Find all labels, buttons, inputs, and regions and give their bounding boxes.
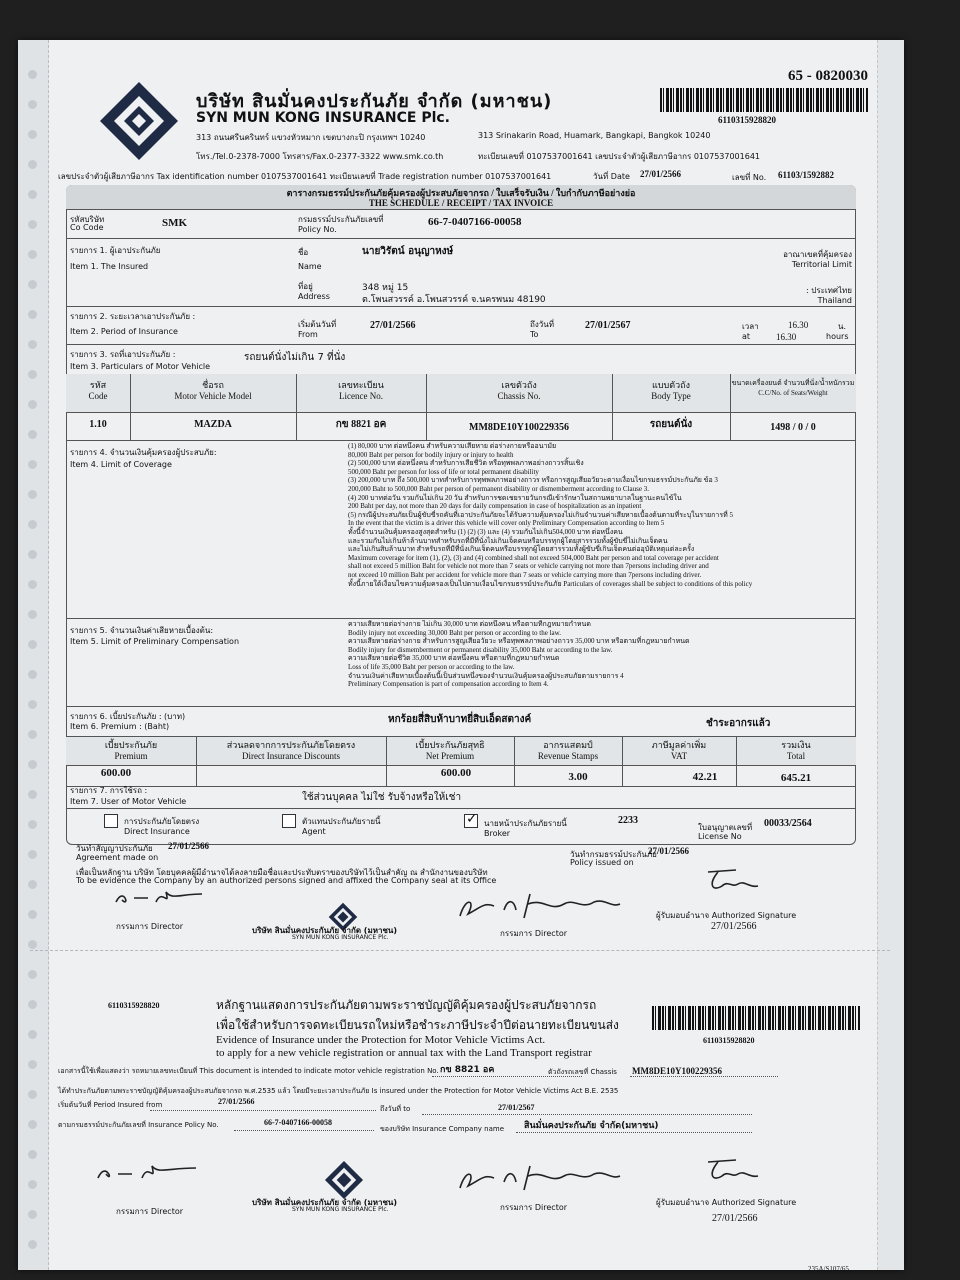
item3-label: รายการ 3. รถที่เอาประกันภัย : bbox=[70, 350, 176, 359]
vehicle-usage: ใช้ส่วนบุคคล ไม่ใช่ รับจ้างหรือให้เช่า bbox=[302, 792, 462, 803]
form-number: 65 - 0820030 bbox=[788, 68, 868, 84]
policy-issued-label: วันทำกรมธรรม์ประกันภัย bbox=[570, 850, 657, 859]
broker-label: นายหน้าประกันภัยรายนี้ bbox=[484, 819, 567, 828]
company-name-en: SYN MUN KONG INSURANCE Plc. bbox=[196, 110, 451, 126]
total-header: รวมเงิน Total bbox=[781, 740, 811, 761]
doc-no-label: เลขที่ No. bbox=[732, 173, 767, 182]
policy-issued-date: 27/01/2566 bbox=[648, 846, 690, 856]
evidence-director-label: กรรมการ Director bbox=[116, 1207, 184, 1216]
evidence-line2: ได้ทำประกันภัยตามพระราชบัญญัติคุ้มครองผู้ประสบภัยจากรถ พ.ศ.2535 แล้ว โดยมีระยะเวลาประกันภัย Is insured under the Protection for Motor Vehicle Victims Act B.E. 2535 bbox=[58, 1087, 619, 1095]
divider bbox=[66, 618, 856, 619]
policy-issued-label-en: Policy issued on bbox=[570, 858, 634, 867]
time-label-en: at bbox=[742, 332, 751, 341]
evidence-company-label: ของบริษัท Insurance Company name bbox=[380, 1125, 505, 1133]
vehicle-licence: กข 8821 อค bbox=[335, 419, 387, 430]
agent-checkbox[interactable] bbox=[282, 814, 296, 828]
time-value: 16.30 bbox=[788, 320, 809, 330]
tear-line bbox=[30, 950, 890, 951]
from-date: 27/01/2566 bbox=[370, 320, 416, 331]
evidence-to-date: 27/01/2567 bbox=[498, 1103, 535, 1112]
discount-header: ส่วนลดจากการประกันภัยโดยตรง Direct Insurance Discounts bbox=[226, 740, 356, 761]
vat-value: 42.21 bbox=[692, 771, 718, 783]
policy-number: 66-7-0407166-00058 bbox=[428, 216, 522, 228]
from-label: เริ่มต้นวันที่ bbox=[298, 320, 337, 329]
to-date: 27/01/2567 bbox=[585, 320, 631, 331]
item4-label: รายการ 4. จำนวนเงินคุ้มครองผู้ประสบภัย: bbox=[70, 448, 217, 457]
date-label: วันที่ Date bbox=[593, 172, 630, 181]
territory-value: : ประเทศไทย bbox=[806, 286, 852, 295]
smk-logo-icon bbox=[98, 80, 180, 162]
vehicle-header-model: ชื่อรถ Motor Vehicle Model bbox=[174, 380, 252, 401]
evidence-company: สินมั่นคงประกันภัย จำกัด(มหาชน) bbox=[524, 1121, 659, 1131]
divider bbox=[66, 344, 856, 345]
schedule-title-en: THE SCHEDULE / RECEIPT / TAX INVOICE bbox=[368, 198, 554, 208]
doc-no-value: 61103/1592882 bbox=[778, 170, 835, 180]
address-label-en: Address bbox=[298, 292, 330, 301]
evidence-policy-label: ตามกรมธรรม์ประกันภัยเลขที่ Insurance Policy No. bbox=[58, 1121, 219, 1129]
name-label-en: Name bbox=[298, 262, 322, 271]
company-address-th: 313 ถนนศรีนครินทร์ แขวงหัวหมาก เขตบางกะปิ กรุงเทพฯ 10240 bbox=[196, 133, 426, 142]
co-code-label: รหัสบริษัท bbox=[70, 215, 105, 224]
vehicle-header-chassis: เลขตัวถัง Chassis No. bbox=[497, 380, 541, 401]
agreement-label-en: Agreement made on bbox=[76, 853, 159, 862]
checkmark-icon: ✓ bbox=[466, 811, 478, 827]
company-contact: โทร./Tel.0-2378-7000 โทรสาร/Fax.0-2377-3322 www.smk.co.th bbox=[196, 152, 444, 161]
form-code: 235A/S107/65 bbox=[808, 1265, 849, 1273]
to-label: ถึงวันที่ bbox=[530, 320, 554, 329]
evidence-from-date: 27/01/2566 bbox=[218, 1097, 255, 1106]
license-number: 00033/2564 bbox=[764, 818, 812, 829]
item3-label-en: Item 3. Particulars of Motor Vehicle bbox=[70, 362, 211, 371]
item4-label-en: Item 4. Limit of Coverage bbox=[70, 460, 172, 469]
address-line2: ต.โพนสวรรค์ อ.โพนสวรรค์ จ.นครพนม 48190 bbox=[362, 295, 546, 305]
address-line1: 348 หมู่ 15 bbox=[362, 283, 409, 293]
time-unit-en: hours bbox=[826, 332, 849, 341]
broker-code: 2233 bbox=[618, 815, 638, 826]
auth-signature-label: ผู้รับมอบอำนาจ Authorized Signature bbox=[656, 911, 797, 920]
director-label: กรรมการ Director bbox=[116, 922, 184, 931]
to-label-en: To bbox=[530, 330, 539, 339]
policy-label-en: Policy No. bbox=[298, 225, 337, 234]
divider bbox=[66, 238, 856, 239]
insured-name: นายวิรัตน์ อนุญาหงษ์ bbox=[362, 246, 454, 257]
seal-name-th: บริษัท สินมั่นคงประกันภัย จำกัด (มหาชน) bbox=[252, 926, 398, 935]
company-name-th: บริษัท สินมั่นคงประกันภัย จำกัด (มหาชน) bbox=[196, 91, 553, 112]
preliminary-text: ความเสียหายต่อร่างกาย ไม่เกิน 30,000 บาท ต่อหนึ่งคน หรือตามที่กฎหมายกำหนด Bodily injury not exceeding 30,000 Baht per person or according to the law. ความเสียหายต่อร่างกาย สำหรับการสูญเสียอวัยวะ หรือทุพพลภาพอย่างถาวร 35,000 บาท หรือตามที่กฎหมายกำหนด Bodily injury for dismemberment or permanent disability 35,000 Baht or according to the law. ความเสียหายต่อชีวิต 35,000 บาท ต่อหนึ่งคน หรือตามที่กฎหมายกำหนด Loss of life 35,000 Baht per person or according to the law. จำนวนเงินค่าเสียหายเบื้องต้นนี้เป็นส่วนหนึ่งของจำนวนเงินคุ้มครองผู้ประสบภัยตามรายการ 4 Preliminary Compensation is part of compensation according to Item 4. bbox=[348, 620, 690, 689]
item2-label-en: Item 2. Period of Insurance bbox=[70, 327, 178, 336]
evidence-note-en: To be evidence the Company by an authorized persons signed and affixed the Company seal at its Office bbox=[76, 876, 497, 885]
evidence-policy-no: 66-7-0407166-00058 bbox=[264, 1118, 332, 1127]
perforated-strip-left bbox=[18, 40, 49, 1270]
net-premium-value: 600.00 bbox=[440, 767, 472, 779]
evidence-director-signature-2-icon bbox=[454, 1160, 624, 1196]
evidence-chassis-label: ตัวถังรถเลขที่ Chassis bbox=[548, 1068, 617, 1076]
director-signature-2-icon bbox=[454, 888, 624, 924]
evidence-plate: กข 8821 อค bbox=[440, 1065, 495, 1075]
stamps-header: อากรแสตมป์ Revenue Stamps bbox=[537, 740, 599, 761]
item6-label-en: Item 6. Premium : (Baht) bbox=[70, 722, 170, 731]
director-label-2: กรรมการ Director bbox=[500, 929, 568, 938]
net-premium-header: เบี้ยประกันภัยสุทธิ Net Premium bbox=[415, 740, 485, 761]
item2-label: รายการ 2. ระยะเวลาเอาประกันภัย : bbox=[70, 312, 196, 321]
evidence-line1: เอกสารนี้ใช้เพื่อแสดงว่า รถหมายเลขทะเบียนที่ This document is intended to indicate motor vehicle registration No. bbox=[58, 1067, 439, 1075]
director-signature-icon bbox=[110, 882, 210, 910]
evidence-note: เพื่อเป็นหลักฐาน บริษัท โดยบุคคลผู้มีอำนาจได้ลงลายมือชื่อและประทับตราของบริษัทไว้เป็นสำคัญ ณ สำนักงานของบริษัท bbox=[76, 868, 488, 877]
barcode-icon bbox=[660, 88, 868, 112]
name-label: ชื่อ bbox=[298, 248, 309, 257]
company-address-en: 313 Srinakarin Road, Huamark, Bangkapi, Bangkok 10240 bbox=[478, 131, 711, 140]
agreement-date: 27/01/2566 bbox=[168, 841, 210, 851]
stamps-value: 3.00 bbox=[568, 771, 588, 783]
item5-label-en: Item 5. Limit of Preliminary Compensation bbox=[70, 637, 240, 646]
company-registration: ทะเบียนเลขที่ 0107537001641 เลขประจำตัวผู้เสียภาษีอากร 0107537001641 bbox=[478, 152, 760, 161]
item7-label: รายการ 7. การใช้รถ : bbox=[70, 786, 148, 795]
territory-label-en: Territorial Limit bbox=[791, 260, 852, 269]
policy-label: กรมธรรม์ประกันภัยเลขที่ bbox=[298, 215, 384, 224]
evidence-auth-signature-label: ผู้รับมอบอำนาจ Authorized Signature bbox=[656, 1198, 797, 1207]
agreement-label: วันทำสัญญาประกันภัย bbox=[76, 844, 153, 853]
authorized-signature-icon bbox=[698, 864, 762, 896]
schedule-title-th: ตารางกรมธรรม์ประกันภัยคุ้มครองผู้ประสบภัยจากรถ / ใบเสร็จรับเงิน / ใบกำกับภาษีอย่างย่อ bbox=[286, 188, 636, 198]
co-code-label-en: Co Code bbox=[70, 223, 104, 232]
evidence-director-label-2: กรรมการ Director bbox=[500, 1203, 568, 1212]
territory-value-en: Thailand bbox=[817, 296, 852, 305]
evidence-authorized-signature-icon bbox=[698, 1154, 762, 1186]
vehicle-header-body: แบบตัวถัง Body Type bbox=[651, 380, 691, 401]
premium-header: เบี้ยประกันภัย Premium bbox=[104, 740, 158, 761]
time-label: เวลา bbox=[742, 322, 759, 331]
barcode-number: 6110315928820 bbox=[718, 115, 777, 125]
evidence-director-signature-icon bbox=[92, 1154, 202, 1186]
license-label-en: License No bbox=[698, 832, 742, 841]
vehicle-header-licence: เลขทะเบียน Licence No. bbox=[338, 380, 384, 401]
evidence-seal-name-en: SYN MUN KONG INSURANCE Plc. bbox=[292, 1206, 389, 1213]
vat-header: ภาษีมูลค่าเพิ่ม VAT bbox=[651, 740, 707, 761]
item7-label-en: Item 7. User of Motor Vehicle bbox=[70, 797, 187, 806]
from-label-en: From bbox=[298, 330, 318, 339]
evidence-title-en2: to apply for a new vehicle registration or annual tax with the Land Transport registrar bbox=[216, 1047, 592, 1059]
divider bbox=[66, 706, 856, 707]
agent-label-en: Agent bbox=[302, 827, 326, 836]
evidence-title-th2: เพื่อใช้สำหรับการจดทะเบียนรถใหม่หรือชำระภาษีประจำปีต่อนายทะเบียนขนส่ง bbox=[216, 1018, 619, 1032]
vehicle-header-code: รหัส Code bbox=[88, 380, 108, 401]
item5-label: รายการ 5. จำนวนเงินค่าเสียหายเบื้องต้น: bbox=[70, 626, 214, 635]
item1-label: รายการ 1. ผู้เอาประกันภัย bbox=[70, 246, 161, 255]
perforated-strip-right bbox=[877, 40, 904, 1270]
evidence-title-th1: หลักฐานแสดงการประกันภัยตามพระราชบัญญัติคุ้มครองผู้ประสบภัยจากรถ bbox=[216, 998, 597, 1012]
co-code-value: SMK bbox=[162, 217, 188, 229]
vehicle-code: 1.10 bbox=[89, 419, 107, 430]
stamp-duty-paid: ชำระอากรแล้ว bbox=[706, 718, 771, 729]
coverage-text: (1) 80,000 บาท ต่อหนึ่งคน สำหรับความเสียหาย ต่อร่างกายหรืออนามัย 80,000 Baht per person for bodily injury or injury to health (2) 500,000 บาท ต่อหนึ่งคน สำหรับการเสียชีวิต หรือทุพพลภาพอย่างถาวรสิ้นเชิง 500,000 Baht per person for loss of life or total permanent disability (3) 200,000 บาท ถึง 500,000 บาทสำหรับการทุพพลภาพอย่างถาวร หรือการสูญเสียอวัยวะตามเงื่อนไขกรมธรรม์ประกันภัย ข้อ 3 200,000 Baht to 500,000 Baht per person of permanent disability or dismemberment according to Clause 3. (4) 200 บาทต่อวัน รวมกันไม่เกิน 20 วัน สำหรับการชดเชยรายวันกรณีเข้ารักษาในสถานพยาบาลในฐานะคนไข้ใน 200 Baht per day, not more than 20 days for daily compensation in case of hospitalization as an inpatient (5) กรณีผู้ประสบภัยเป็นผู้ขับขี่รถคันที่เอาประกันภัยจะได้รับความคุ้มครองไม่เกินจำนวนค่าเสียหายเบื้องต้นตามที่ระบุในรายการที่ 5 In the event that the victim is a driver this vehicle will cover only Preliminary Compensation according to Item 5 ทั้งนี้จำนวนเงินคุ้มครองสูงสุดสำหรับ (1) (2) (3) และ (4) รวมกันไม่เกิน504,000 บาท ต่อหนึ่งคน และรวมกันไม่เกินห้าล้านบาทสำหรับรถที่มีที่นั่งไม่เกินเจ็ดคนหรือบรรทุกผู้โดยสารรวมทั้งผู้ขับขี่ไม่เกินเจ็ดคน และไม่เกินสิบล้านบาท สำหรับรถที่มีที่นั่งเกินเจ็ดคนหรือบรรทุกผู้โดยสารรวมทั้งผู้ขับขี่เกินเจ็ดคนต่ออุบัติเหตุแต่ละครั้ง Maximum coverage for item (1), (2), (3) and (4) combined shall not exceed 504,000 Baht per person and total coverage per accident shall not exceed 5 million Baht for vehicle not more than 7 seats or vehicle carrying not more than 7persons including driver and not exceed 10 million Baht per accident for vehicle more than 7 seats or vehicle carrying more than 7persons including driver. ทั้งนี้ภายใต้เงื่อนไขความคุ้มครองเป็นไปตามเงื่อนไขกรมธรรม์ประกันภัย Particulars of coverages shall be subject to conditions of this policy bbox=[348, 442, 753, 588]
evidence-barcode-icon bbox=[652, 1006, 860, 1030]
direct-insurance-checkbox[interactable] bbox=[104, 814, 118, 828]
evidence-seal-name-th: บริษัท สินมั่นคงประกันภัย จำกัด (มหาชน) bbox=[252, 1198, 398, 1207]
evidence-company-seal-icon bbox=[324, 1160, 364, 1200]
date-value: 27/01/2566 bbox=[640, 169, 682, 179]
license-label: ใบอนุญาตเลขที่ bbox=[698, 823, 753, 832]
evidence-chassis: MM8DE10Y100229356 bbox=[632, 1066, 722, 1076]
seal-name-en: SYN MUN KONG INSURANCE Plc. bbox=[292, 934, 389, 941]
vehicle-body-type: รถยนต์นั่ง bbox=[649, 419, 693, 430]
evidence-barcode-left: 6110315928820 bbox=[108, 1001, 160, 1010]
vehicle-cc: 1498 / 0 / 0 bbox=[770, 422, 816, 433]
vehicle-chassis: MM8DE10Y100229356 bbox=[469, 422, 569, 433]
territory-label: อาณาเขตที่คุ้มครอง bbox=[783, 250, 852, 259]
broker-label-en: Broker bbox=[484, 829, 511, 838]
direct-label-en: Direct Insurance bbox=[124, 827, 190, 836]
time-unit: น. bbox=[838, 322, 847, 331]
time-value-2: 16.30 bbox=[776, 332, 797, 342]
agent-label: ตัวแทนประกันภัยรายนี้ bbox=[302, 817, 381, 826]
vehicle-model: MAZDA bbox=[194, 419, 232, 430]
divider bbox=[66, 808, 856, 809]
evidence-barcode-right: 6110315928820 bbox=[703, 1036, 755, 1045]
premium-in-words: หกร้อยสี่สิบห้าบาทยี่สิบเอ็ดสตางค์ bbox=[388, 714, 532, 725]
evidence-title-en1: Evidence of Insurance under the Protection for Motor Vehicle Victims Act. bbox=[216, 1034, 546, 1046]
item6-label: รายการ 6. เบี้ยประกันภัย : (บาท) bbox=[70, 712, 186, 721]
divider bbox=[66, 306, 856, 307]
address-label: ที่อยู่ bbox=[298, 282, 313, 291]
evidence-from-label: เริ่มต้นวันที่ Period Insured from bbox=[58, 1101, 163, 1109]
premium-value: 600.00 bbox=[100, 767, 132, 779]
tax-id-line: เลขประจำตัวผู้เสียภาษีอากร Tax identification number 0107537001641 ทะเบียนเลขที่ Trade registration number 0107537001641 bbox=[58, 172, 552, 181]
vehicle-header-cc: ขนาดเครื่องยนต์ จำนวนที่นั่ง/น้ำหนักรวม C.C/No. of Seats/Weight bbox=[731, 379, 855, 397]
auth-signature-date: 27/01/2566 bbox=[711, 921, 757, 932]
direct-label: การประกันภัยโดยตรง bbox=[124, 817, 200, 826]
broker-checkbox[interactable] bbox=[464, 811, 478, 828]
evidence-auth-signature-date: 27/01/2566 bbox=[712, 1213, 758, 1224]
evidence-to-label: ถึงวันที่ to bbox=[380, 1105, 411, 1113]
item1-label-en: Item 1. The Insured bbox=[70, 262, 149, 271]
vehicle-description: รถยนต์นั่งไม่เกิน 7 ที่นั่ง bbox=[244, 352, 346, 363]
total-value: 645.21 bbox=[780, 772, 812, 784]
